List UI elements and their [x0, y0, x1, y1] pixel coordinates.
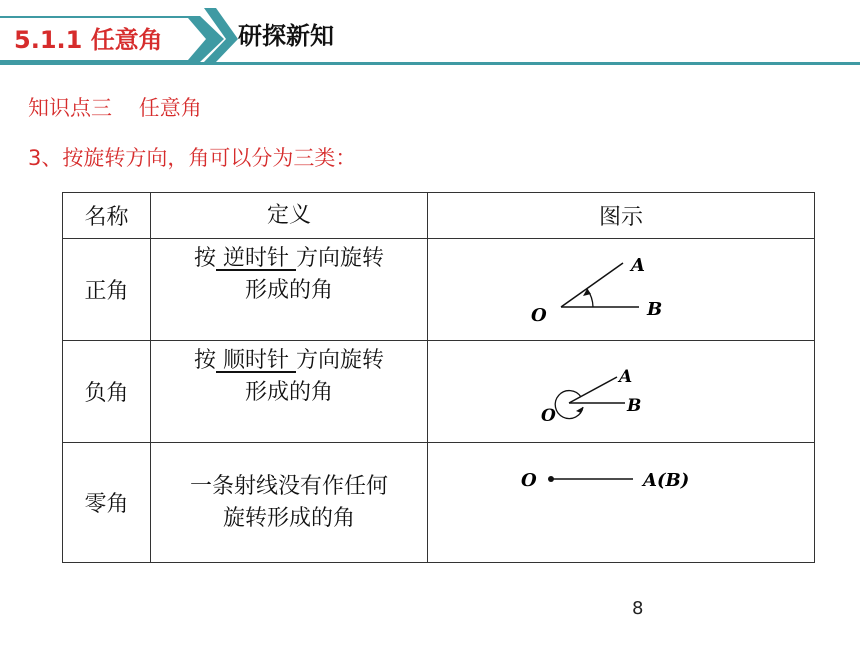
angle-classification-table: [62, 192, 815, 563]
header-definition: 定义: [151, 193, 428, 239]
table-row: [63, 341, 815, 443]
table-header-row: [63, 193, 815, 239]
point-a-label: A: [619, 366, 633, 387]
def-suffix: 方向旋转: [296, 348, 385, 373]
def-line2: 形成的角: [244, 380, 333, 405]
header-name: 名称: [63, 193, 151, 239]
header-figure: 图示: [428, 193, 815, 239]
point-b-label: B: [647, 298, 663, 320]
zero-angle-diagram: [521, 453, 721, 513]
def-line1: 一条射线没有作任何: [189, 473, 388, 499]
slide-title: 5.1.1 任意角: [14, 26, 163, 54]
negative-angle-figure: [428, 341, 815, 443]
section-title: 研探新知: [238, 22, 334, 50]
angle-name: 零角: [63, 443, 151, 563]
point-o-label: O: [521, 469, 537, 491]
def-line2: 形成的角: [244, 278, 333, 303]
def-key-term: 顺时针: [216, 348, 296, 373]
negative-angle-diagram: [521, 347, 721, 437]
point-b-label: B: [627, 395, 642, 416]
def-prefix: 按: [193, 246, 216, 271]
intro-text: 3、按旋转方向，角可以分为三类：: [28, 146, 357, 170]
zero-angle-figure: [428, 443, 815, 563]
def-suffix: 方向旋转: [296, 246, 385, 271]
angle-definition: [151, 341, 428, 443]
angle-definition: [151, 443, 428, 563]
header-underline: [0, 62, 860, 65]
def-prefix: 按: [193, 348, 216, 373]
point-o-label: O: [531, 304, 547, 326]
angle-definition: [151, 239, 428, 341]
point-a-label: A: [631, 254, 645, 276]
positive-angle-figure: [428, 239, 815, 341]
knowledge-point-heading: 知识点三 任意角: [28, 96, 202, 120]
angle-name: 负角: [63, 341, 151, 443]
point-ab-label: A(B): [643, 469, 690, 491]
table-row: [63, 239, 815, 341]
slide-header: [0, 0, 860, 66]
def-key-term: 逆时针: [216, 246, 296, 271]
table-row: [63, 443, 815, 563]
page-number: 8: [632, 598, 644, 619]
point-o-label: O: [541, 405, 556, 426]
positive-angle-diagram: [521, 245, 721, 335]
def-line2: 旋转形成的角: [222, 505, 355, 531]
angle-name: 正角: [63, 239, 151, 341]
